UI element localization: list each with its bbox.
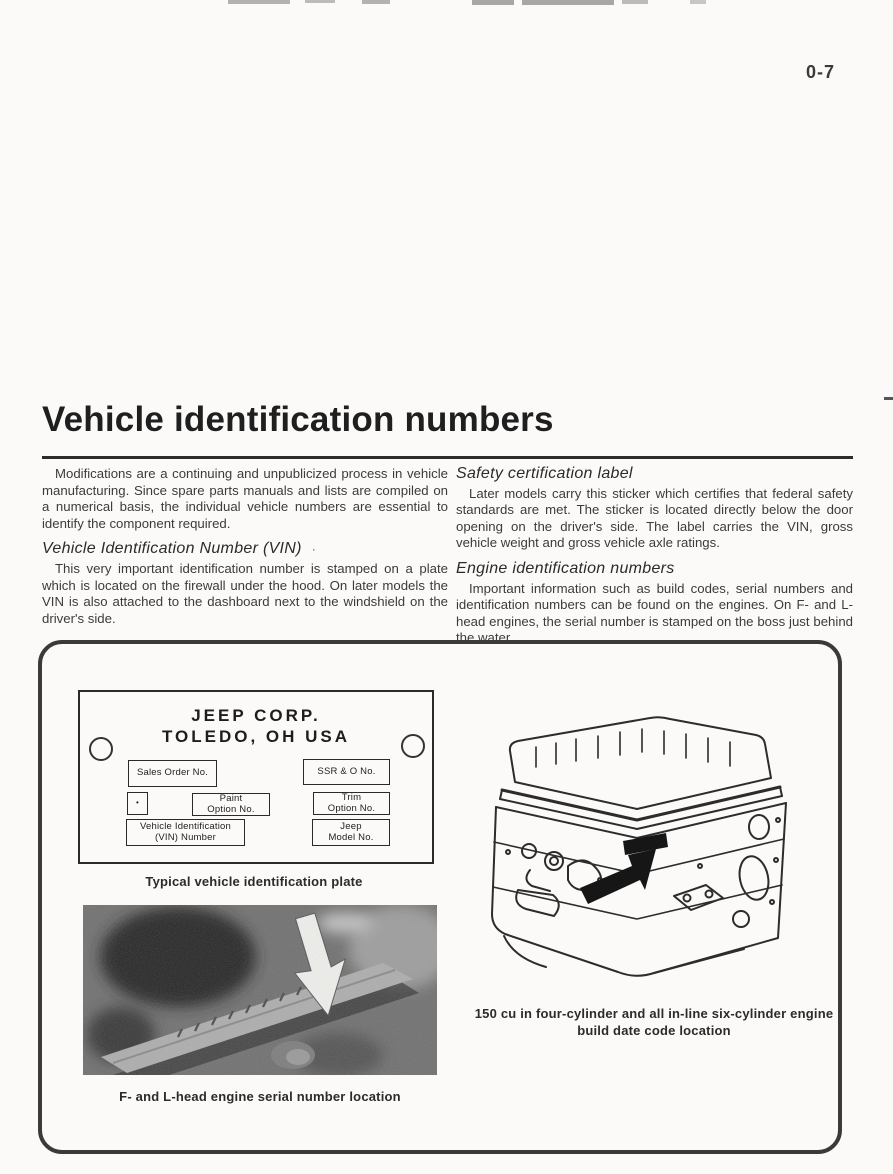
plate-box-ssr	[303, 759, 390, 785]
intro-paragraph: Modifications are a continuing and unpublicized process in vehicle manufacturing. Since spare parts manuals and lists are compiled on a numerical basis, the individual vehicle numbers are essential to identify the component required.	[42, 466, 448, 531]
plate-hole-right	[401, 734, 425, 758]
plate-title-line2: TOLEDO, OH USA	[161, 727, 351, 746]
plate-box-label: Option No.	[207, 803, 255, 815]
plate-hole-left	[89, 737, 113, 761]
print-speck: ·	[311, 542, 317, 557]
vin-plate-diagram	[78, 690, 434, 864]
vin-paragraph: This very important identification number is stamped on a plate which is located on the firewall under the hood. On later models the VIN is also attached to the dashboard next to the windshield on the driver's side.	[42, 560, 448, 626]
scan-artifact	[362, 0, 390, 4]
plate-box-label: Option No.	[327, 802, 376, 814]
plate-box-jeep-model	[312, 819, 390, 846]
plate-box-label: •	[135, 798, 139, 808]
plate-box-trim-option	[313, 792, 390, 815]
scan-artifact	[228, 0, 290, 4]
engine-paragraph: Important information such as build codes, serial numbers and identification numbers can be found on the engines. On F- and L-head engines, the serial number is stamped on the boss just behind the water	[456, 580, 853, 646]
engine-caption-line2: build date code location	[577, 1023, 731, 1038]
scan-artifact	[472, 0, 514, 5]
engine-line-drawing	[460, 690, 845, 992]
plate-box-label: Sales Order No.	[136, 767, 209, 779]
vin-section-heading	[42, 541, 448, 558]
plate-box-label: Vehicle Identification	[139, 821, 231, 832]
margin-dash	[884, 397, 893, 400]
photo-illustration	[83, 905, 437, 1075]
plate-box-paint-option	[192, 793, 270, 816]
scan-artifact	[690, 0, 706, 4]
engine-serial-photo	[83, 905, 437, 1075]
left-column	[42, 466, 448, 636]
plate-box-label: Paint	[219, 793, 243, 804]
engine-caption-line1: 150 cu in four-cylinder and all in-line six-cylinder engine	[474, 1006, 834, 1021]
right-column	[456, 466, 853, 656]
scan-artifact	[522, 0, 614, 5]
plate-box-vin-number	[126, 819, 245, 846]
plate-box-label: Jeep	[340, 821, 362, 832]
plate-box-label: (VIN) Number	[155, 831, 216, 843]
photo-caption: F- and L-head engine serial number location	[119, 1089, 401, 1104]
page-number: 0-7	[806, 62, 836, 82]
plate-box-star	[127, 792, 148, 815]
plate-box-label: Trim	[341, 792, 362, 803]
plate-box-label: SSR & O No.	[317, 765, 376, 777]
plate-title	[80, 705, 432, 747]
scan-artifact	[305, 0, 335, 3]
safety-paragraph: Later models carry this sticker which certifies that federal safety standards are met. The sticker is located directly below the door opening on the driver's side. The label carries the VIN, gross vehicle weight and gross vehicle axle ratings.	[456, 485, 853, 551]
plate-box-sales-order	[128, 760, 217, 787]
vin-heading-text: Vehicle Identification Number (VIN)	[42, 540, 302, 558]
engine-section-heading: Engine identification numbers	[456, 559, 675, 577]
plate-title-line1: JEEP CORP.	[191, 706, 321, 725]
plate-box-label: Model No.	[328, 831, 374, 843]
title-rule	[42, 456, 853, 459]
engine-arrow	[580, 849, 656, 904]
page-title: Vehicle identification numbers	[42, 400, 554, 439]
engine-illustration	[460, 690, 845, 992]
engine-caption	[458, 1005, 850, 1039]
plate-caption: Typical vehicle identification plate	[145, 874, 363, 889]
safety-section-heading: Safety certification label	[456, 465, 633, 482]
scan-artifact	[622, 0, 648, 4]
